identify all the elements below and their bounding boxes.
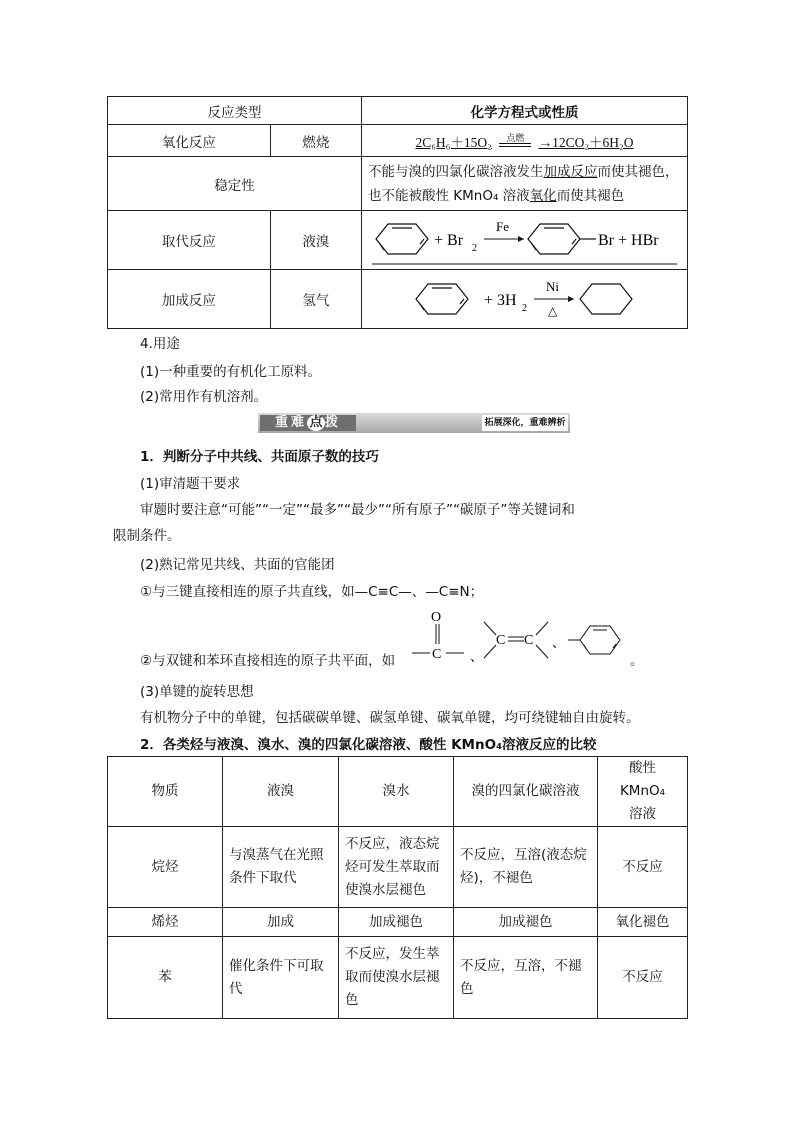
table-cell: 不反应 (598, 827, 688, 908)
point1-sub2-end: 。 (630, 653, 644, 669)
alkene-c1: C (496, 633, 506, 648)
point1-sub1-text-a: 审题时要注意“可能”“一定”“最多”“最少”“所有原子”“碳原子”等关键词和 (140, 502, 575, 518)
table-cell: 不反应，发生萃取而使溴水层褪色 (339, 937, 454, 1019)
row-stability-type: 稳定性 (108, 157, 362, 211)
carbonyl-o: O (431, 610, 442, 625)
stab-b: 加成反应 (543, 163, 598, 180)
separator-2: 、 (552, 635, 566, 650)
row-addition-type: 加成反应 (108, 270, 271, 329)
reaction-table (107, 96, 688, 329)
comparison-table (107, 756, 688, 1019)
banner-right: 拓展深化，重难辨析 (482, 415, 568, 431)
eq-right: →12CO₂＋6H₂O (538, 134, 634, 150)
col-header-kmno4: 酸性 KMnO₄溶液 (598, 757, 688, 827)
row-substitution-equation (362, 211, 688, 270)
stab-e: 氧化 (529, 187, 557, 204)
heat-condition: △ (548, 304, 558, 318)
functional-groups-svg (408, 606, 638, 666)
arrow-head (518, 236, 524, 242)
eq-equals-bottom (499, 146, 531, 147)
fe-catalyst: Fe (496, 219, 509, 234)
table-cell: 催化条件下可取代 (223, 937, 339, 1019)
stab-d: 也不能被酸性 KMnO₄ 溶液 (368, 187, 530, 204)
banner-label-a: 重 (274, 415, 291, 430)
eq-left: 2C₆H₆＋15O₂ (415, 134, 492, 150)
table-cell: 与溴蒸气在光照条件下取代 (223, 827, 339, 908)
carbonyl-c: C (432, 647, 442, 662)
table-cell: 不反应，互溶，不褪色 (454, 937, 598, 1019)
ni-catalyst: Ni (546, 279, 559, 294)
table-cell: 烷烃 (108, 827, 223, 908)
point1-sub1-text-b: 限制条件。 (113, 528, 181, 544)
header-equation: 化学方程式或性质 (362, 97, 688, 125)
eq-equals-top (499, 143, 531, 144)
section4-item1: (1)一种重要的有机化工原料。 (140, 364, 322, 380)
table-cell: 烯烃 (108, 908, 223, 937)
addition-svg (362, 270, 687, 328)
key-points-banner (258, 413, 570, 433)
banner-label-c: 点 (307, 415, 325, 431)
plus-h2-text: + 3H (484, 292, 517, 309)
header-reaction-type: 反应类型 (108, 97, 362, 125)
stab-a: 不能与溴的四氯化碳溶液发生 (368, 163, 544, 180)
eq-condition-label: 点燃 (506, 132, 525, 143)
section4-title: 4.用途 (140, 336, 180, 352)
separator-1: 、 (470, 649, 484, 664)
product-text: Br + HBr (598, 232, 659, 249)
row-oxidation-type: 氧化反应 (108, 125, 271, 157)
point1-title: 1．判断分子中共线、共面原子数的技巧 (140, 449, 379, 465)
row-substitution-sub: 液溴 (270, 211, 361, 270)
substitution-svg (362, 211, 687, 269)
table-cell: 不反应 (598, 937, 688, 1019)
benzene-ring-icon (376, 224, 428, 254)
point1-sub3-text: 有机物分子中的单键，包括碳碳单键、碳氢单键、碳氧单键，均可绕键轴自由旋转。 (140, 710, 640, 726)
bromobenzene-ring-icon (528, 224, 596, 254)
phenyl-group-icon (568, 626, 620, 654)
table-cell: 苯 (108, 937, 223, 1019)
col-header-substance: 物质 (108, 757, 223, 827)
table-cell: 氧化褪色 (598, 908, 688, 937)
col-header-bromine-ccl4: 溴的四氯化碳溶液 (454, 757, 598, 827)
table-cell: 不反应，互溶(液态烷烃)，不褪色 (454, 827, 598, 908)
point1-sub3: (3)单键的旋转思想 (140, 684, 254, 700)
row-addition-equation (362, 270, 688, 329)
row-oxidation-equation (362, 125, 688, 157)
point1-sub2-item2: ②与双键和苯环直接相连的原子共平面，如 (140, 653, 396, 669)
row-oxidation-sub: 燃烧 (270, 125, 361, 157)
eq-condition (495, 131, 535, 144)
cyclohexane-ring-icon (580, 284, 632, 314)
table-cell: 加成褪色 (339, 908, 454, 937)
banner-label (260, 415, 356, 431)
point2-title: 2．各类烃与液溴、溴水、溴的四氯化碳溶液、酸性 KMnO₄溶液反应的比较 (140, 737, 597, 753)
arrow-head (568, 296, 574, 302)
banner-label-b: 难 (290, 415, 307, 430)
table-cell: 加成 (223, 908, 339, 937)
alkene-c2: C (524, 633, 534, 648)
col-header-liquid-bromine: 液溴 (223, 757, 339, 827)
point1-sub2-item1: ①与三键直接相连的原子共直线，如—C≡C—、—C≡N； (140, 584, 484, 600)
col-header-bromine-water: 溴水 (339, 757, 454, 827)
banner-label-d: 拨 (325, 415, 342, 430)
point1-sub2: (2)熟记常见共线、共面的官能团 (140, 557, 335, 573)
stab-f: 而使其褪色 (556, 187, 625, 204)
alkene-group-icon (484, 622, 548, 658)
br-subscript: 2 (472, 243, 477, 254)
stab-c: 而使其褪色， (597, 163, 679, 180)
table-cell: 加成褪色 (454, 908, 598, 937)
section4-item2: (2)常用作有机溶剂。 (140, 389, 268, 405)
point1-sub1: (1)审清题干要求 (140, 476, 241, 492)
benzene-ring-icon (416, 284, 468, 314)
row-substitution-type: 取代反应 (108, 211, 271, 270)
h2-subscript: 2 (522, 303, 527, 314)
table-cell: 不反应，液态烷烃可发生萃取而使溴水层褪色 (339, 827, 454, 908)
plus-br-text: + Br (434, 232, 464, 249)
row-addition-sub: 氢气 (270, 270, 361, 329)
row-stability-text (362, 157, 688, 211)
